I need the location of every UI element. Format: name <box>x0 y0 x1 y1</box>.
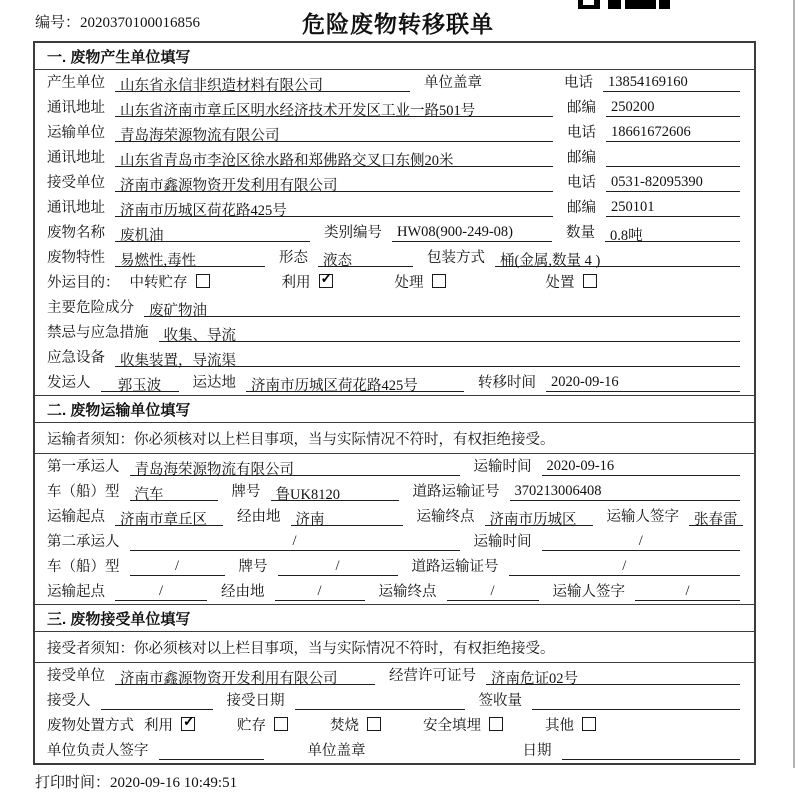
checkbox-label: 焚烧 <box>330 718 359 734</box>
field-label: 第二承运人 <box>47 534 120 550</box>
field-label: 经营许可证号 <box>389 668 476 684</box>
field-label: 接受人 <box>47 693 91 709</box>
form-field-underline <box>603 74 740 92</box>
field-value: 济南市鑫源物资开发利用有限公司 <box>120 671 338 687</box>
form-row <box>35 120 754 145</box>
field-label: 运输起点 <box>47 509 105 525</box>
form-field-underline <box>542 458 741 476</box>
form-field-underline <box>130 483 218 501</box>
form-row <box>35 738 754 763</box>
field-label: 电话 <box>567 175 596 191</box>
form-row <box>35 713 754 738</box>
field-label: 经由地 <box>221 584 265 600</box>
field-label: 数量 <box>566 225 595 241</box>
field-value <box>101 692 111 708</box>
checkbox-label: 中转贮存 <box>129 275 188 291</box>
field-label: 运输起点 <box>47 584 105 600</box>
field-value: 青岛海荣源物流有限公司 <box>120 128 280 144</box>
field-label: 日期 <box>522 743 552 759</box>
field-label: 电话 <box>567 125 596 141</box>
checkbox-label: 安全填埋 <box>423 718 481 734</box>
form-field-underline <box>295 692 465 710</box>
form-field-underline <box>115 349 740 367</box>
field-value: 济南市鑫源物资开发利用有限公司 <box>120 178 338 194</box>
field-value: 液态 <box>323 253 352 269</box>
field-value: 山东省青岛市李沧区徐水路和郑佛路交叉口东侧20米 <box>120 153 454 169</box>
field-label: 应急设备 <box>47 350 105 366</box>
field-label: 废物处置方式 <box>47 718 134 734</box>
form-field-underline <box>542 533 741 551</box>
field-label: 邮编 <box>567 100 596 116</box>
field-value: / <box>292 533 297 549</box>
form-field-underline <box>606 99 740 117</box>
field-label: 转移时间 <box>478 375 536 391</box>
form-field-underline <box>144 299 740 317</box>
form-field-underline <box>318 249 413 267</box>
form-field-underline <box>115 99 553 117</box>
form-row <box>35 504 754 529</box>
field-label: 包装方式 <box>427 250 485 266</box>
field-value <box>295 692 305 708</box>
field-label: 邮编 <box>567 200 596 216</box>
field-value: 济南市历城区荷花路425号 <box>251 378 418 394</box>
form-field-underline <box>115 583 207 601</box>
field-value: 2020-09-16 <box>546 458 615 474</box>
field-label: 单位盖章 <box>307 743 366 759</box>
field-label: 单位盖章 <box>424 75 482 91</box>
field-value <box>606 149 616 165</box>
form-field-underline <box>606 124 740 142</box>
form-field-underline <box>115 124 553 142</box>
field-label: 通讯地址 <box>47 200 105 216</box>
field-value: 济南危证02号 <box>491 671 578 687</box>
field-label: 单位负责人签字 <box>47 743 149 759</box>
field-label: 第一承运人 <box>47 459 120 475</box>
form-field-underline <box>101 374 179 392</box>
form-field-underline <box>115 149 553 167</box>
form-field-underline <box>130 558 225 576</box>
form-field-underline <box>509 558 741 576</box>
print-time-label: 打印时间： <box>35 775 111 791</box>
field-value <box>159 742 169 758</box>
form-field-underline <box>130 533 460 551</box>
field-value: 桶(金属,数量 4 ) <box>500 253 601 269</box>
field-label: 签收量 <box>478 693 522 709</box>
form-field-underline <box>532 692 740 710</box>
form-row <box>35 529 754 554</box>
checkbox-option <box>282 271 333 292</box>
form-field-underline <box>495 249 740 267</box>
form-row <box>35 370 754 395</box>
field-label: 道路运输证号 <box>412 484 500 500</box>
field-value: 13854169160 <box>608 74 688 90</box>
document-header <box>0 0 796 36</box>
field-value: / <box>622 558 627 574</box>
field-value: 易燃性,毒性 <box>120 253 197 269</box>
form-field-underline <box>115 667 375 685</box>
checkbox-empty-icon <box>582 717 596 731</box>
field-label: 运输终点 <box>378 584 437 600</box>
field-label: 接受日期 <box>226 693 285 709</box>
form-row <box>35 145 754 170</box>
serial-number <box>35 11 200 32</box>
form-row <box>35 195 754 220</box>
form-table <box>33 41 756 765</box>
form-row <box>35 479 754 504</box>
form-field-underline <box>447 583 539 601</box>
field-value: / <box>174 558 180 574</box>
form-field-underline <box>606 149 740 167</box>
form-row <box>35 270 754 295</box>
form-field-underline <box>115 508 223 526</box>
field-value: 收集、导流 <box>163 328 236 344</box>
field-value: 汽车 <box>134 487 164 503</box>
form-row <box>35 320 754 345</box>
form-row <box>35 70 754 95</box>
field-label: 经由地 <box>237 509 281 525</box>
field-value: / <box>158 583 164 599</box>
form-field-underline <box>605 224 740 242</box>
checkbox-option <box>546 271 597 292</box>
field-value: 0531-82095390 <box>611 174 703 190</box>
section-header: 三. 废物接受单位填写 <box>35 605 754 632</box>
field-value: / <box>490 583 495 599</box>
page-title: 危险废物转移联单 <box>302 11 494 37</box>
field-value: 0.8吨 <box>610 228 643 244</box>
form-field-underline <box>291 508 403 526</box>
form-field-underline <box>606 174 740 192</box>
field-value: 郭玉波 <box>117 378 162 394</box>
field-label: 牌号 <box>238 559 268 575</box>
field-label: 运输时间 <box>473 534 532 550</box>
form-field-underline <box>486 667 740 685</box>
field-label: 接受单位 <box>47 175 105 191</box>
field-value: / <box>685 583 690 599</box>
print-time <box>35 771 796 792</box>
checkbox-empty-icon <box>367 717 381 731</box>
form-row <box>35 345 754 370</box>
field-value: 济南市历城区荷花路425号 <box>120 203 287 219</box>
checkbox-option <box>130 271 210 292</box>
field-label: 废物名称 <box>47 225 105 241</box>
checkbox-label: 处理 <box>394 275 424 291</box>
field-label: 通讯地址 <box>47 100 105 116</box>
form-row <box>35 663 754 688</box>
form-field-underline <box>562 742 741 760</box>
field-value: 张春雷 <box>694 512 738 528</box>
field-label: 运输单位 <box>47 125 105 141</box>
form-row <box>35 245 754 270</box>
field-value <box>532 692 542 708</box>
field-label: 邮编 <box>567 150 596 166</box>
form-field-underline <box>115 74 410 92</box>
form-field-underline <box>115 249 265 267</box>
field-label: 运输时间 <box>473 459 532 475</box>
section-notice: 接受者须知：你必须核对以上栏目事项，当与实际情况不符时，有权拒绝接受。 <box>35 632 754 663</box>
serial-label: 编号： <box>35 15 81 31</box>
form-field-underline <box>275 583 365 601</box>
field-label: 发运人 <box>47 375 91 391</box>
checkbox-empty-icon <box>274 717 288 731</box>
field-value: 青岛海荣源物流有限公司 <box>134 462 294 478</box>
field-label: 牌号 <box>231 484 261 500</box>
section-header: 二. 废物运输单位填写 <box>35 396 754 423</box>
field-value: 山东省永信非织造材料有限公司 <box>120 78 323 94</box>
form-row <box>35 95 754 120</box>
form-field-underline <box>159 324 741 342</box>
field-value: 250101 <box>611 199 655 215</box>
field-label: 车（船）型 <box>47 559 120 575</box>
checkbox-option <box>144 714 195 735</box>
field-value: HW08(900-249-08) <box>397 224 513 240</box>
field-label: 运达地 <box>192 375 236 391</box>
checkbox-label: 处置 <box>545 275 575 291</box>
checkbox-option <box>237 714 288 735</box>
form-field-underline <box>115 224 310 242</box>
form-field-underline <box>101 692 213 710</box>
qr-code-fragment-icon <box>578 0 670 9</box>
field-value: 鲁UK8120 <box>275 487 340 503</box>
checkbox-empty-icon <box>196 274 210 288</box>
form-field-underline <box>115 199 553 217</box>
field-label: 形态 <box>279 250 308 266</box>
field-value: 山东省济南市章丘区明水经济技术开发区工业一路501号 <box>120 103 476 119</box>
section-header: 一. 废物产生单位填写 <box>35 43 754 70</box>
checkbox-option <box>395 271 446 292</box>
print-time-value: 2020-09-16 10:49:51 <box>110 775 238 791</box>
form-row <box>35 688 754 713</box>
field-label: 运输终点 <box>416 509 475 525</box>
checkbox-label: 利用 <box>281 275 311 291</box>
field-label: 运输人签字 <box>606 509 679 525</box>
form-field-underline <box>546 374 740 392</box>
checkbox-option <box>545 714 596 735</box>
field-value: 18661672606 <box>611 124 691 140</box>
field-value: 济南市历城区 <box>489 512 577 528</box>
page-right-edge <box>793 0 795 768</box>
field-label: 道路运输证号 <box>411 559 499 575</box>
checkbox-option <box>423 714 503 735</box>
form-row <box>35 554 754 579</box>
field-value: 收集装置，导流渠 <box>120 353 236 369</box>
form-field-underline <box>271 483 399 501</box>
field-label: 类别编号 <box>324 225 382 241</box>
field-value: 2020-09-16 <box>551 374 619 390</box>
form-field-underline <box>246 374 464 392</box>
checkbox-label: 贮存 <box>237 718 266 734</box>
field-value: / <box>638 533 643 549</box>
form-field-underline <box>392 224 552 242</box>
field-label: 接受单位 <box>47 668 105 684</box>
field-label: 运输人签字 <box>552 584 625 600</box>
form-field-underline <box>510 483 741 501</box>
field-value: / <box>335 558 340 574</box>
form-section <box>35 43 754 395</box>
form-row <box>35 295 754 320</box>
form-field-underline <box>485 508 593 526</box>
form-field-underline <box>278 558 398 576</box>
checkbox-empty-icon <box>583 274 597 288</box>
field-label: 主要危险成分 <box>47 300 134 316</box>
checkbox-label: 利用 <box>144 718 173 734</box>
field-label: 车（船）型 <box>47 484 120 500</box>
checkbox-option <box>330 714 381 735</box>
field-label: 外运目的： <box>47 275 120 291</box>
checkbox-checked-icon <box>319 274 333 288</box>
form-field-underline <box>115 174 553 192</box>
field-value: / <box>317 583 322 599</box>
form-section <box>35 604 754 763</box>
field-value: 济南 <box>295 512 325 528</box>
section-notice: 运输者须知：你必须核对以上栏目事项，当与实际情况不符时，有权拒绝接受。 <box>35 423 754 454</box>
field-value <box>562 742 572 758</box>
form-row <box>35 454 754 479</box>
form-field-underline <box>689 508 743 526</box>
form-field-underline <box>635 583 740 601</box>
field-label: 禁忌与应急措施 <box>47 325 149 341</box>
form-row <box>35 579 754 604</box>
field-value: 250200 <box>611 99 655 115</box>
field-label: 产生单位 <box>47 75 105 91</box>
field-value: 废矿物油 <box>149 303 207 319</box>
form-row <box>35 220 754 245</box>
field-value: 济南市章丘区 <box>120 512 207 528</box>
form-field-underline <box>130 458 460 476</box>
field-label: 通讯地址 <box>47 150 105 166</box>
field-label: 电话 <box>564 75 593 91</box>
form-section <box>35 395 754 604</box>
serial-value: 2020370100016856 <box>80 15 201 31</box>
form-field-underline <box>159 742 264 760</box>
field-label: 废物特性 <box>47 250 105 266</box>
form-row <box>35 170 754 195</box>
field-value: 废机油 <box>120 228 164 244</box>
checkbox-empty-icon <box>489 717 503 731</box>
checkbox-empty-icon <box>432 274 446 288</box>
field-value: 370213006408 <box>514 483 602 499</box>
form-field-underline <box>606 199 740 217</box>
checkbox-label: 其他 <box>545 718 574 734</box>
checkbox-checked-icon <box>181 717 195 731</box>
